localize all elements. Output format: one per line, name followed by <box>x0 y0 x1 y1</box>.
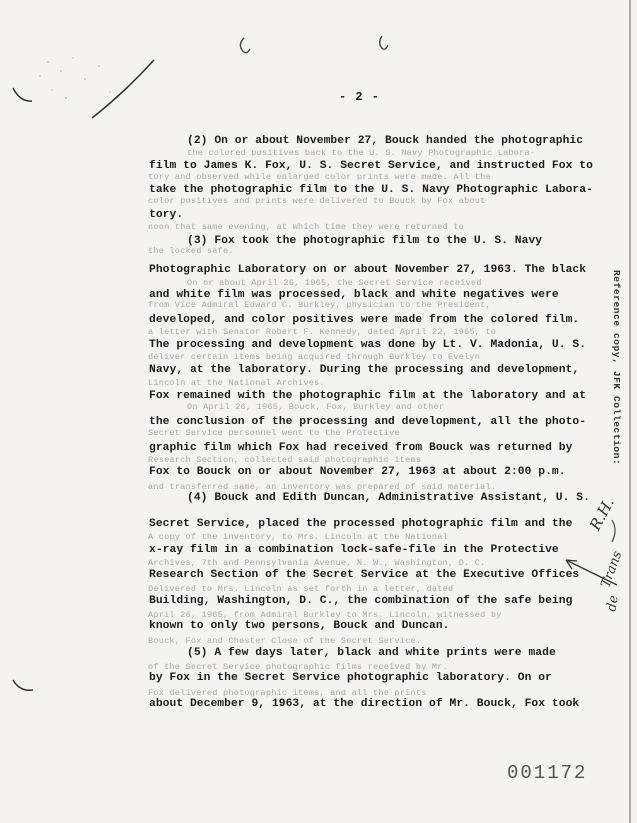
paragraph-line: film to James K. Fox, U. S. Secret Service, and instructed Fox to <box>149 160 593 172</box>
bleed-through-line: Secret Service personnel went to the Protective <box>148 428 400 438</box>
binding-hole-mark-top <box>13 88 32 101</box>
paragraph-line: by Fox in the Secret Service photographic laboratory. On or <box>149 672 552 684</box>
paragraph-line: (2) On or about November 27, Bouck handed the photographic <box>187 135 584 147</box>
bleed-through-line: On or about April 26, 1965, the Secret Service received <box>187 278 482 288</box>
bleed-through-line: a letter with Senator Robert F. Kennedy, dated April 22, 1965, to <box>148 327 497 337</box>
binding-hole-mark-bottom <box>13 680 33 690</box>
paragraph-line: Building, Washington, D. C., the combination of the safe being <box>149 595 573 607</box>
bleed-through-line: color positives and prints were delivered to Bouck by Fox about <box>148 196 486 206</box>
bleed-through-line: A copy of the inventory, to Mrs. Lincoln at the National <box>148 532 448 542</box>
bleed-through-line: from Vice Admiral Edward C. Burkley, physician to the President, <box>148 300 491 310</box>
handwritten-note: Trans <box>598 549 626 590</box>
document-number: 001172 <box>507 762 588 784</box>
paragraph-line: (3) Fox took the photographic film to the U. S. Navy <box>187 235 543 247</box>
paragraph-line: known to only two persons, Bouck and Duncan. <box>149 620 450 632</box>
paragraph-line: about December 9, 1963, at the direction of Mr. Bouck, Fox took <box>149 698 580 710</box>
bleed-through-line: and transferred same, an inventory was prepared of said material. <box>148 482 497 492</box>
bleed-through-line: tory and observed while enlarged color prints were made. All the <box>148 172 491 182</box>
pen-stroke-mark <box>92 60 154 118</box>
bleed-through-line: Research Section, collected said photographic items <box>148 455 422 465</box>
bleed-through-line: Delivered to Mrs. Lincoln as set forth in a letter, dated <box>148 584 454 594</box>
reference-copy-stamp: Reference copy, JFK Collection: <box>611 270 622 466</box>
pen-loop-mark <box>240 38 250 53</box>
paragraph-line: Photographic Laboratory on or about November 27, 1963. The black <box>149 264 587 276</box>
paragraph-line: Research Section of the Secret Service at the Executive Offices <box>149 569 580 581</box>
margin-bracket-mark <box>612 520 615 542</box>
paragraph-line: Secret Service, placed the processed photographic film and the <box>149 518 573 530</box>
paragraph-line: (4) Bouck and Edith Duncan, Administrative Assistant, U. S. <box>187 492 590 504</box>
paragraph-line: tory. <box>149 209 184 221</box>
paragraph-line: x-ray film in a combination lock-safe-file in the Protective <box>149 544 559 556</box>
paragraph-line: The processing and development was done by Lt. V. Madonia, U. S. <box>149 339 587 351</box>
paragraph-line: Fox to Bouck on or about November 27, 1963 at about 2:00 p.m. <box>149 466 566 478</box>
bleed-through-line: Lincoln at the National Archives. <box>148 378 325 388</box>
pen-loop-mark-right <box>380 36 388 49</box>
bleed-through-line: Archives, 7th and Pennsylvania Avenue, N. W., Washington, D. C. <box>148 558 486 568</box>
bleed-through-line: April 26, 1965, from Admiral Burkley to Mrs. Lincoln, witnessed by <box>148 610 502 620</box>
paragraph-line: graphic film which Fox had received from Bouck was returned by <box>149 442 573 454</box>
bleed-through-line: On April 26, 1965, Bouck, Fox, Burkley and other <box>187 402 445 412</box>
bleed-through-line: of the Secret Service photographic films received by Mr. <box>148 662 448 672</box>
bleed-through-line: deliver certain items being acquired through Burkley to Evelyn <box>148 352 481 362</box>
paragraph-line: developed, and color positives were made from the colored film. <box>149 314 580 326</box>
bleed-through-line: Fox delivered photographic items, and all the prints <box>148 688 427 698</box>
paragraph-line: take the photographic film to the U. S. Navy Photographic Labora- <box>149 184 593 196</box>
handwritten-initials: R.H. <box>586 494 618 534</box>
paragraph-line: and white film was processed, black and white negatives were <box>149 289 559 301</box>
handwritten-mark: de <box>604 594 622 613</box>
paragraph-line: Navy, at the laboratory. During the processing and development, <box>149 364 580 376</box>
page-number: - 2 - <box>339 90 381 104</box>
paragraph-line: the conclusion of the processing and development, all the photo- <box>149 416 587 428</box>
bleed-through-line: the locked safe. <box>148 246 234 256</box>
bleed-through-line: noon that same evening, at which time they were returned to <box>148 222 465 232</box>
paragraph-line: (5) A few days later, black and white prints were made <box>187 647 556 659</box>
paragraph-line: Fox remained with the photographic film at the laboratory and at <box>149 390 587 402</box>
bleed-through-line: the colored positives back to the U. S. Navy Photographic Labora- <box>187 148 536 158</box>
bleed-through-line: Bouck, Fox and Chester Close of the Secret Service. <box>148 636 422 646</box>
speckle-noise <box>39 57 110 98</box>
